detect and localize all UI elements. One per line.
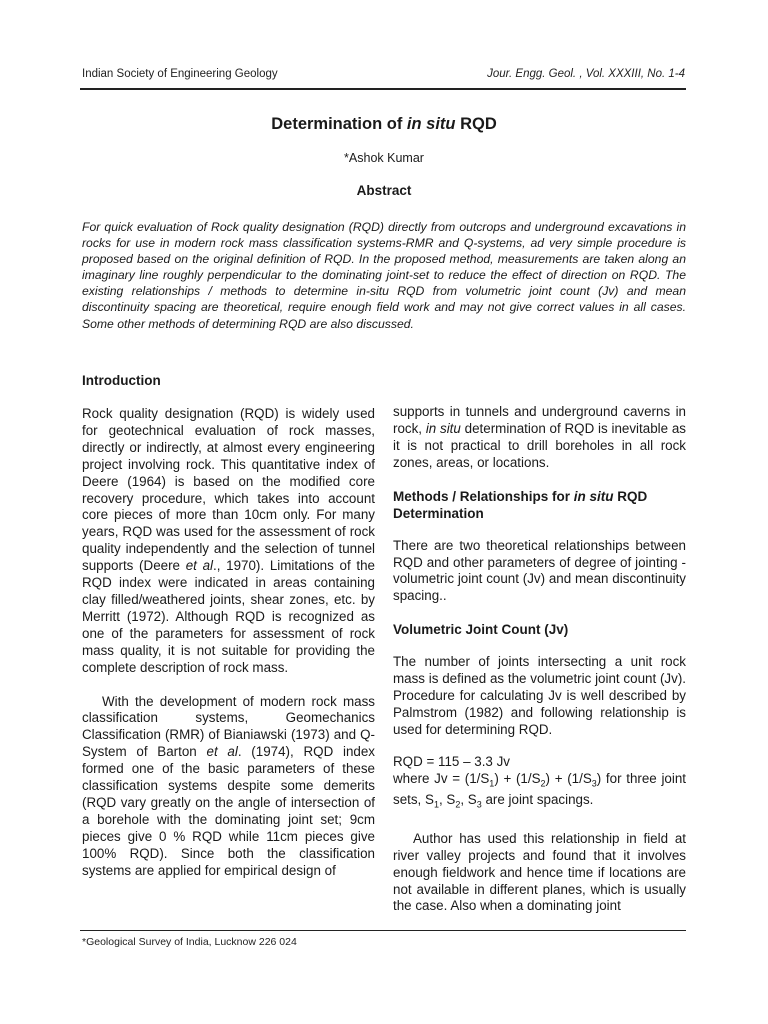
author-field-paragraph: Author has used this relationship in field at river valley projects and found that it involves enough fieldwork and hence time if locations are not available in different planes, which is usually the case. Also when a dominating joint [393, 830, 686, 914]
footnote-rule [80, 930, 686, 931]
journal-header-citation: Jour. Engg. Geol. , Vol. XXXIII, No. 1-4 [487, 68, 685, 80]
intro-paragraph-1: Rock quality designation (RQD) is widely used for geotechnical evaluation of rock masses, directly or indirectly, at almost every engineering project involving rock. This quantitative index of Deere (1964) is based on the modified core recovery procedure, which takes into account core pieces of more than 10cm only. For many years, RQD was used for the assessment of rock quality independently and the selection of tunnel supports (Deere et al., 1970). Limitations of the RQD index were indicated in areas containing clay filled/weathered joints, shear zones, etc. by Merritt (1972). Although RQD is recognized as one of the parameters for assessment of rock mass quality, it is not suitable for providing the complete description of rock mass. [82, 406, 376, 675]
abstract-heading: Abstract [356, 183, 412, 198]
introduction-heading: Introduction [82, 373, 161, 388]
author-name: *Ashok Kumar [344, 151, 424, 165]
intro-paragraph-2: With the development of modern rock mass classification systems, Geomechanics Classification (RMR) of Bianiawski (1973) and Q-System of Barton et al. (1974), RQD index formed one of the basic parameters of these classification systems despite some demerits (RQD vary greatly on the angle of intersection of a borehole with the dominating joint set; 9cm pieces give 0 % RQD while 11cm pieces give 100% RQD). Since both the classification systems are applied for empirical design of [82, 693, 375, 878]
rqd-formula: RQD = 115 – 3.3 Jv [393, 753, 510, 769]
methods-heading: Methods / Relationships for in situ RQD Determination [393, 488, 648, 521]
journal-header-society: Indian Society of Engineering Geology [82, 68, 278, 80]
volumetric-joint-count-paragraph: The number of joints intersecting a unit rock mass is defined as the volumetric joint count (Jv). Procedure for calculating Jv is well described by Palmstrom (1982) and following relationship is used for determining RQD. [393, 654, 686, 737]
right-column [393, 404, 686, 915]
header-rule [80, 88, 686, 90]
methods-paragraph: There are two theoretical relationships between RQD and other parameters of degree of jointing - volumetric joint count (Jv) and mean discontinuity spacing.. [393, 537, 686, 604]
abstract-text: For quick evaluation of Rock quality designation (RQD) directly from outcrops and underground excavations in rocks for use in modern rock mass classification systems-RMR and Q-systems, ad very simple procedure is proposed based on the original definition of RQD. In the proposed method, measurements are taken along an imaginary line roughly perpendicular to the dominating joint-set to reduce the effect of direction on RQD. The existing relationships / methods to determine in-situ RQD from volumetric joint count (Jv) and mean discontinuity spacing are theoretical, require enough field work and may not give correct values in all cases. Some other methods of determining RQD are also discussed. [82, 220, 686, 331]
paper-title: Determination of in situ RQD [271, 115, 497, 133]
supports-paragraph: supports in tunnels and underground caverns in rock, in situ determination of RQD is inevitable as it is not practical to drill boreholes in all rock zones, areas, or locations. [393, 404, 686, 470]
formula-definition: where $Jv = (1/S_1) + (1/S_2) + (1/S_3)$ for three joint sets, $S_1$, $S_2$, $S_3$ are joint spacings. [393, 770, 687, 810]
volumetric-joint-count-heading: Volumetric Joint Count (Jv) [393, 622, 569, 638]
affiliation-footnote: *Geological Survey of India, Lucknow 226 024 [82, 936, 297, 948]
left-column [82, 372, 375, 879]
